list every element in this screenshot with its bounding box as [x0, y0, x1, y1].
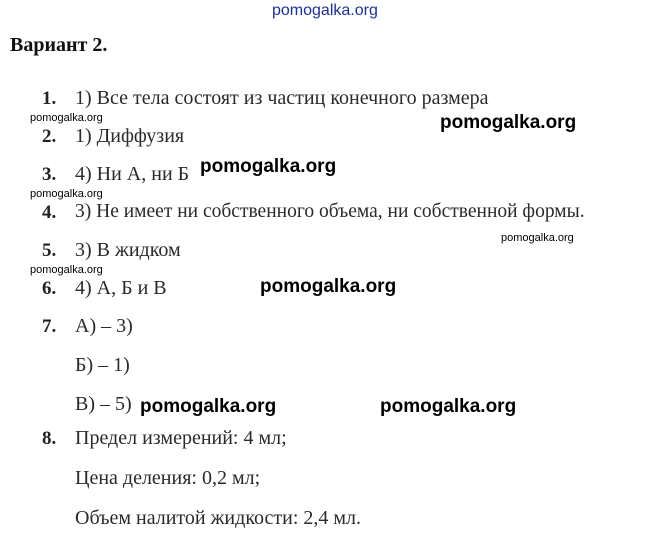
answer-text: 3) Не имеет ни собственного объема, ни собственной формы. [75, 201, 585, 222]
answer-text: 1) Все тела состоят из частиц конечного размера [75, 87, 489, 109]
answer-text: 1) Диффузия [75, 125, 185, 147]
watermark-small: pomogalka.org [30, 188, 103, 200]
watermark-small: pomogalka.org [30, 264, 103, 276]
watermark-big: pomogalka.org [440, 112, 577, 133]
watermark-big: pomogalka.org [380, 396, 517, 417]
answer-line: А) – 3) [75, 315, 133, 337]
answer-number: 3. [42, 164, 57, 185]
answer-number: 1. [42, 88, 57, 109]
watermark-big: pomogalka.org [140, 396, 277, 417]
watermark-big: pomogalka.org [200, 156, 337, 177]
answer-number: 4. [42, 202, 57, 223]
watermark-big: pomogalka.org [260, 276, 397, 297]
answer-line: Цена деления: 0,2 мл; [75, 467, 261, 489]
answer-text: 4) А, Б и В [75, 277, 167, 299]
answer-number: 5. [42, 240, 57, 261]
answer-line: Предел измерений: 4 мл; [75, 427, 287, 449]
header-watermark: pomogalka.org [272, 2, 378, 19]
answer-line: В) – 5) [75, 393, 132, 415]
page-title: Вариант 2. [10, 34, 108, 56]
answer-line: Объем налитой жидкости: 2,4 мл. [75, 507, 362, 529]
answer-number: 7. [42, 316, 57, 337]
answer-line: Б) – 1) [75, 354, 130, 376]
answer-number: 8. [42, 428, 57, 449]
watermark-small: pomogalka.org [501, 232, 574, 244]
answer-text: 3) В жидком [75, 239, 181, 261]
watermark-small: pomogalka.org [30, 112, 103, 124]
answer-number: 2. [42, 126, 57, 147]
answer-text: 4) Ни А, ни Б [75, 163, 190, 185]
answer-number: 6. [42, 278, 57, 299]
